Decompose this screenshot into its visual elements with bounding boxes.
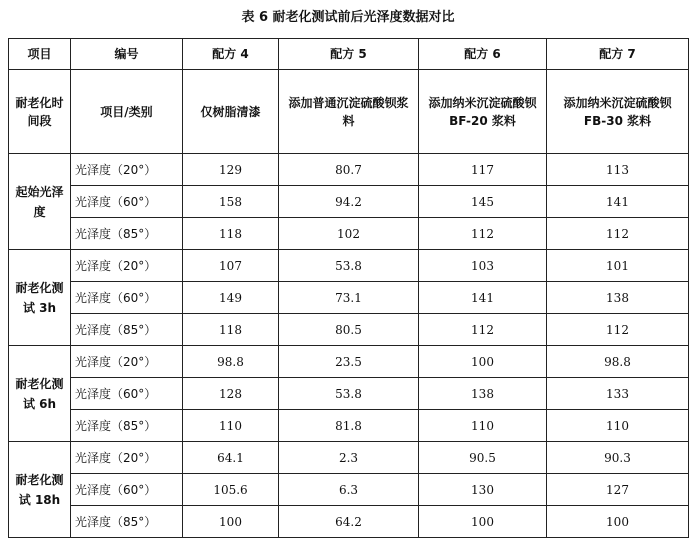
table-row (9, 250, 689, 282)
gloss-value-cell: 117 (419, 154, 547, 186)
header-aging-period: 耐老化时间段 (9, 70, 71, 154)
gloss-value-cell: 110 (419, 410, 547, 442)
gloss-item-label: 光泽度（60°） (71, 186, 183, 218)
gloss-item-label: 光泽度（20°） (71, 442, 183, 474)
gloss-value-cell: 138 (419, 378, 547, 410)
gloss-value-cell: 103 (419, 250, 547, 282)
desc-formula-7: 添加纳米沉淀硫酸钡 FB-30 浆料 (547, 70, 689, 154)
table-row (9, 154, 689, 186)
gloss-value-cell: 127 (547, 474, 689, 506)
gloss-value-cell: 100 (183, 506, 279, 538)
gloss-value-cell: 110 (183, 410, 279, 442)
gloss-value-cell: 113 (547, 154, 689, 186)
gloss-value-cell: 90.3 (547, 442, 689, 474)
table-row (9, 314, 689, 346)
gloss-item-label: 光泽度（20°） (71, 154, 183, 186)
gloss-value-cell: 101 (547, 250, 689, 282)
gloss-value-cell: 110 (547, 410, 689, 442)
gloss-item-label: 光泽度（20°） (71, 250, 183, 282)
gloss-comparison-table (8, 38, 689, 538)
gloss-value-cell: 158 (183, 186, 279, 218)
table-row (9, 282, 689, 314)
gloss-value-cell: 98.8 (547, 346, 689, 378)
gloss-item-label: 光泽度（20°） (71, 346, 183, 378)
gloss-value-cell: 112 (547, 314, 689, 346)
header-formula-5: 配方 5 (279, 39, 419, 70)
gloss-value-cell: 102 (279, 218, 419, 250)
gloss-value-cell: 112 (419, 314, 547, 346)
gloss-value-cell: 53.8 (279, 250, 419, 282)
gloss-value-cell: 105.6 (183, 474, 279, 506)
aging-group-label: 耐老化测试 18h (9, 442, 71, 538)
gloss-value-cell: 112 (547, 218, 689, 250)
gloss-value-cell: 100 (419, 506, 547, 538)
gloss-value-cell: 53.8 (279, 378, 419, 410)
gloss-value-cell: 141 (547, 186, 689, 218)
aging-group-label: 耐老化测试 6h (9, 346, 71, 442)
gloss-item-label: 光泽度（85°） (71, 314, 183, 346)
gloss-item-label: 光泽度（85°） (71, 410, 183, 442)
table-row (9, 410, 689, 442)
gloss-value-cell: 73.1 (279, 282, 419, 314)
gloss-value-cell: 138 (547, 282, 689, 314)
gloss-value-cell: 100 (419, 346, 547, 378)
gloss-value-cell: 64.2 (279, 506, 419, 538)
gloss-value-cell: 98.8 (183, 346, 279, 378)
table-caption: 表 6 耐老化测试前后光泽度数据对比 (241, 10, 455, 25)
gloss-value-cell: 118 (183, 218, 279, 250)
gloss-value-cell: 149 (183, 282, 279, 314)
gloss-value-cell: 145 (419, 186, 547, 218)
gloss-value-cell: 6.3 (279, 474, 419, 506)
gloss-item-label: 光泽度（60°） (71, 378, 183, 410)
gloss-value-cell: 107 (183, 250, 279, 282)
header-formula-4: 配方 4 (183, 39, 279, 70)
gloss-value-cell: 129 (183, 154, 279, 186)
gloss-value-cell: 80.5 (279, 314, 419, 346)
gloss-value-cell: 118 (183, 314, 279, 346)
gloss-value-cell: 128 (183, 378, 279, 410)
gloss-value-cell: 141 (419, 282, 547, 314)
gloss-value-cell: 94.2 (279, 186, 419, 218)
table-row (9, 218, 689, 250)
table-row (9, 442, 689, 474)
gloss-value-cell: 2.3 (279, 442, 419, 474)
header-number: 编号 (71, 39, 183, 70)
header-row-formula (9, 39, 689, 70)
gloss-item-label: 光泽度（60°） (71, 474, 183, 506)
gloss-value-cell: 23.5 (279, 346, 419, 378)
gloss-value-cell: 90.5 (419, 442, 547, 474)
header-formula-7: 配方 7 (547, 39, 689, 70)
gloss-value-cell: 133 (547, 378, 689, 410)
header-item-category: 项目/类别 (71, 70, 183, 154)
desc-formula-5: 添加普通沉淀硫酸钡浆料 (279, 70, 419, 154)
gloss-value-cell: 80.7 (279, 154, 419, 186)
gloss-value-cell: 130 (419, 474, 547, 506)
header-formula-6: 配方 6 (419, 39, 547, 70)
table-row (9, 346, 689, 378)
table-row (9, 186, 689, 218)
gloss-item-label: 光泽度（60°） (71, 282, 183, 314)
gloss-value-cell: 64.1 (183, 442, 279, 474)
desc-formula-6: 添加纳米沉淀硫酸钡 BF-20 浆料 (419, 70, 547, 154)
table-row (9, 378, 689, 410)
aging-group-label: 起始光泽度 (9, 154, 71, 250)
gloss-value-cell: 100 (547, 506, 689, 538)
table-row (9, 474, 689, 506)
gloss-item-label: 光泽度（85°） (71, 506, 183, 538)
table-row (9, 506, 689, 538)
header-project: 项目 (9, 39, 71, 70)
desc-formula-4: 仅树脂清漆 (183, 70, 279, 154)
gloss-value-cell: 112 (419, 218, 547, 250)
gloss-item-label: 光泽度（85°） (71, 218, 183, 250)
aging-group-label: 耐老化测试 3h (9, 250, 71, 346)
gloss-value-cell: 81.8 (279, 410, 419, 442)
header-row-description (9, 70, 689, 154)
